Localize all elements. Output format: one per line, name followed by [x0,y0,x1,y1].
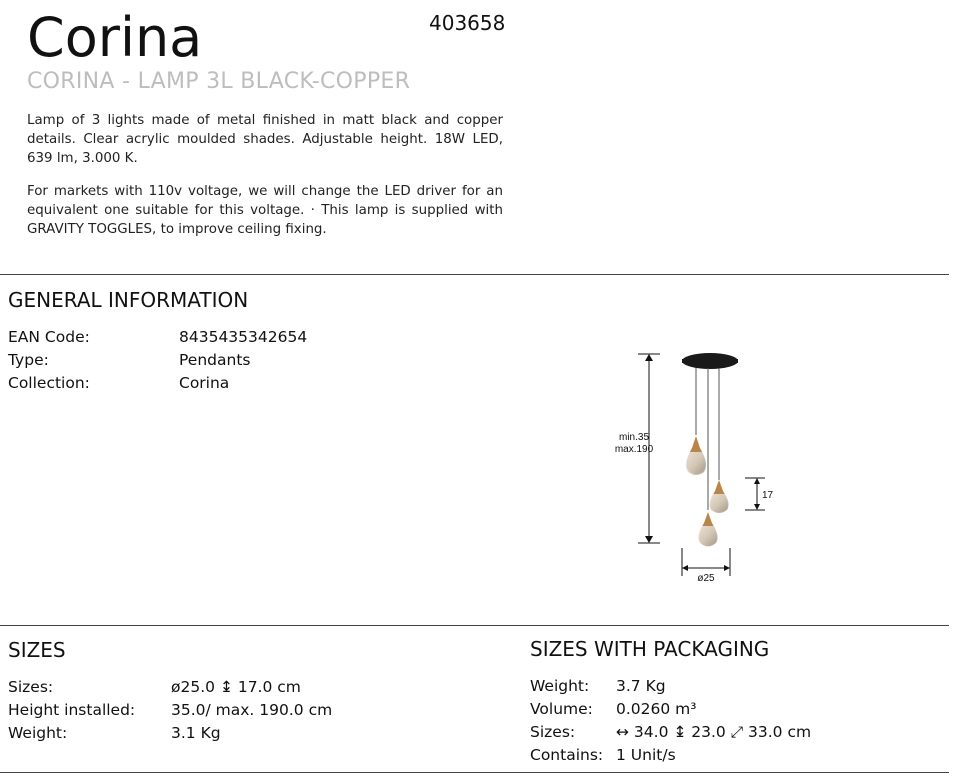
packaging-title: SIZES WITH PACKAGING [530,637,770,661]
packaging-sizes-value: ↔ 34.0 ↨ 23.0 ⤢ 33.0 cm [616,723,812,741]
product-description-1: Lamp of 3 lights made of metal finished in matt black and copper details. Clear acrylic moulded shades. Adjustable height. 18W LED, 639 lm, 3.000 K. [27,113,503,166]
packaging-contains-label: Contains: [530,746,604,764]
packaging-volume-label: Volume: [530,700,593,718]
sizes-label: Sizes: [8,678,54,696]
sizes-value: ø25.0 ↨ 17.0 cm [171,678,301,696]
weight-value: 3.1 Kg [171,724,221,742]
diameter-label: ø25 [697,573,715,584]
weight-label: Weight: [8,724,68,742]
divider-bottom [0,772,949,773]
pendant-shade-2 [709,480,728,513]
ean-code-value: 8435435342654 [179,328,308,346]
packaging-contains-value: 1 Unit/s [616,746,676,764]
shade-height-label: 17 [762,490,774,501]
collection-value: Corina [179,374,230,392]
sizes-title: SIZES [8,638,66,662]
height-max-label: max.190 [614,444,654,455]
product-description-2: For markets with 110v voltage, we will change the LED driver for an equivalent one suitable for this voltage. · This lamp is supplied with GRAVITY TOGGLES, to improve ceiling fixing. [27,184,503,237]
type-label: Type: [8,351,49,369]
height-installed-value: 35.0/ max. 190.0 cm [171,701,333,719]
general-information-title: GENERAL INFORMATION [8,288,249,312]
packaging-weight-value: 3.7 Kg [616,677,666,695]
ean-code-label: EAN Code: [8,328,90,346]
collection-label: Collection: [8,374,90,392]
height-installed-label: Height installed: [8,701,136,719]
type-value: Pendants [179,351,251,369]
product-dimension-drawing [600,340,820,590]
height-min-label: min.35 [618,432,650,443]
divider-top [0,274,949,275]
packaging-sizes-label: Sizes: [530,723,576,741]
pendant-shade-1 [686,436,706,475]
product-name: Corina [27,6,203,69]
pendant-shade-3 [698,512,717,547]
divider-middle [0,625,949,626]
packaging-weight-label: Weight: [530,677,590,695]
product-subtitle: CORINA - LAMP 3L BLACK-COPPER [27,69,411,94]
product-code: 403658 [429,11,506,35]
packaging-volume-value: 0.0260 m³ [616,700,697,718]
